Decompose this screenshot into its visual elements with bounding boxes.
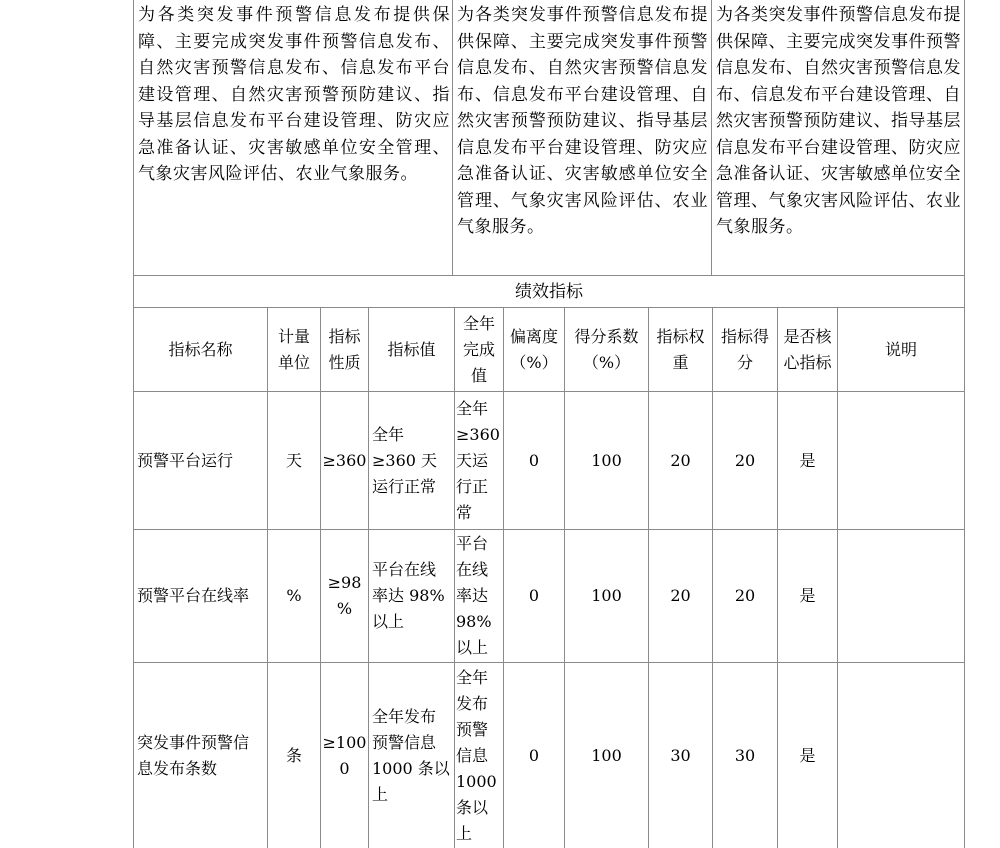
table-row-2-weight: 20	[670, 586, 691, 605]
header-name: 指标名称	[168, 339, 233, 359]
header-coefficient: 得分系数 （%）	[574, 326, 639, 372]
table-row-2-name: 预警平台在线率	[137, 586, 250, 605]
table-row-2-coefficient: 100	[591, 586, 622, 605]
task-description-col1: 为各类突发事件预警信息发布提供保障、主要完成突发事件预警信息发布、自然灾害预警信息发布、信息发布平台建设管理、自然灾害预警预防建议、指导基层信息发布平台建设管理、防灾应急准备认证、灾害敏感单位安全管理、气象灾害风险评估、农业气象服务。	[138, 5, 450, 184]
header-value: 指标值	[387, 339, 436, 359]
table-border-right	[964, 0, 965, 848]
table-row-3-nature: ≥100 0	[322, 732, 367, 778]
task-description-col2: 为各类突发事件预警信息发布提供保障、主要完成突发事件预警信息发布、自然灾害预警信息发布、信息发布平台建设管理、自然灾害预警预防建议、指导基层信息发布平台建设管理、防灾应急准备认证、灾害敏感单位安全管理、气象灾害风险评估、农业气象服务。	[457, 5, 708, 237]
table-row-1-coefficient: 100	[591, 450, 622, 470]
table-row-1-actual: 全年 ≥360 天运 行正 常	[456, 398, 500, 522]
table-row-3-coefficient: 100	[591, 745, 622, 765]
task-description-col3: 为各类突发事件预警信息发布提供保障、主要完成突发事件预警信息发布、自然灾害预警信息发布、信息发布平台建设管理、自然灾害预警预防建议、指导基层信息发布平台建设管理、防灾应急准备认证、灾害敏感单位安全管理、气象灾害风险评估、农业气象服务。	[716, 5, 961, 237]
header-actual: 全年 完成 值	[462, 313, 495, 385]
table-row-2-value: 平台在线 率达 98% 以上	[372, 560, 445, 631]
table-row-2-unit: %	[286, 586, 302, 605]
table-row-1-deviation: 0	[528, 450, 540, 470]
column-divider	[452, 0, 453, 276]
table-row-1-name: 预警平台运行	[137, 450, 234, 470]
table-row-3-note	[838, 663, 964, 848]
table-row-2-deviation: 0	[528, 586, 540, 605]
table-row-3-actual: 全年 发布 预警 信息 1000 条以 上	[456, 667, 497, 843]
table-row-1-nature: ≥360	[322, 450, 367, 470]
table-row-1-value: 全年 ≥360 天 运行正常	[372, 424, 438, 496]
header-unit: 计量 单位	[277, 326, 310, 372]
header-weight: 指标权 重	[656, 326, 705, 372]
table-row-3-name: 突发事件预警信 息发布条数	[137, 732, 250, 778]
table-row-3-score: 30	[734, 745, 756, 765]
table-row-1-unit: 天	[285, 450, 302, 470]
table-row-1-note	[838, 392, 964, 529]
header-deviation: 偏离度 （%）	[509, 326, 558, 372]
table-row-3-weight: 30	[670, 745, 691, 765]
table-row-2-nature: ≥98 %	[327, 573, 362, 618]
table-row-3-core: 是	[799, 745, 816, 765]
section-title: 绩效指标	[515, 281, 583, 302]
header-core: 是否核 心指标	[783, 326, 832, 372]
table-row-3-value: 全年发布 预警信息 1000 条以 上	[372, 706, 450, 804]
table-row-3-deviation: 0	[528, 745, 540, 765]
table-row-1-core: 是	[799, 450, 816, 470]
table-row-3-unit: 条	[285, 745, 302, 765]
table-row-1-score: 20	[734, 450, 756, 470]
table-row-1-weight: 20	[670, 450, 691, 470]
header-note: 说明	[884, 339, 917, 359]
column-divider	[711, 0, 712, 276]
table-border-left	[133, 0, 134, 848]
table-row-2-score: 20	[734, 586, 756, 605]
header-nature: 指标 性质	[328, 326, 361, 372]
header-score: 指标得 分	[720, 326, 769, 372]
table-row-2-actual: 平台 在线 率达 98% 以上	[456, 534, 492, 657]
table-row-2-note	[838, 530, 964, 662]
table-row-2-core: 是	[799, 586, 816, 605]
